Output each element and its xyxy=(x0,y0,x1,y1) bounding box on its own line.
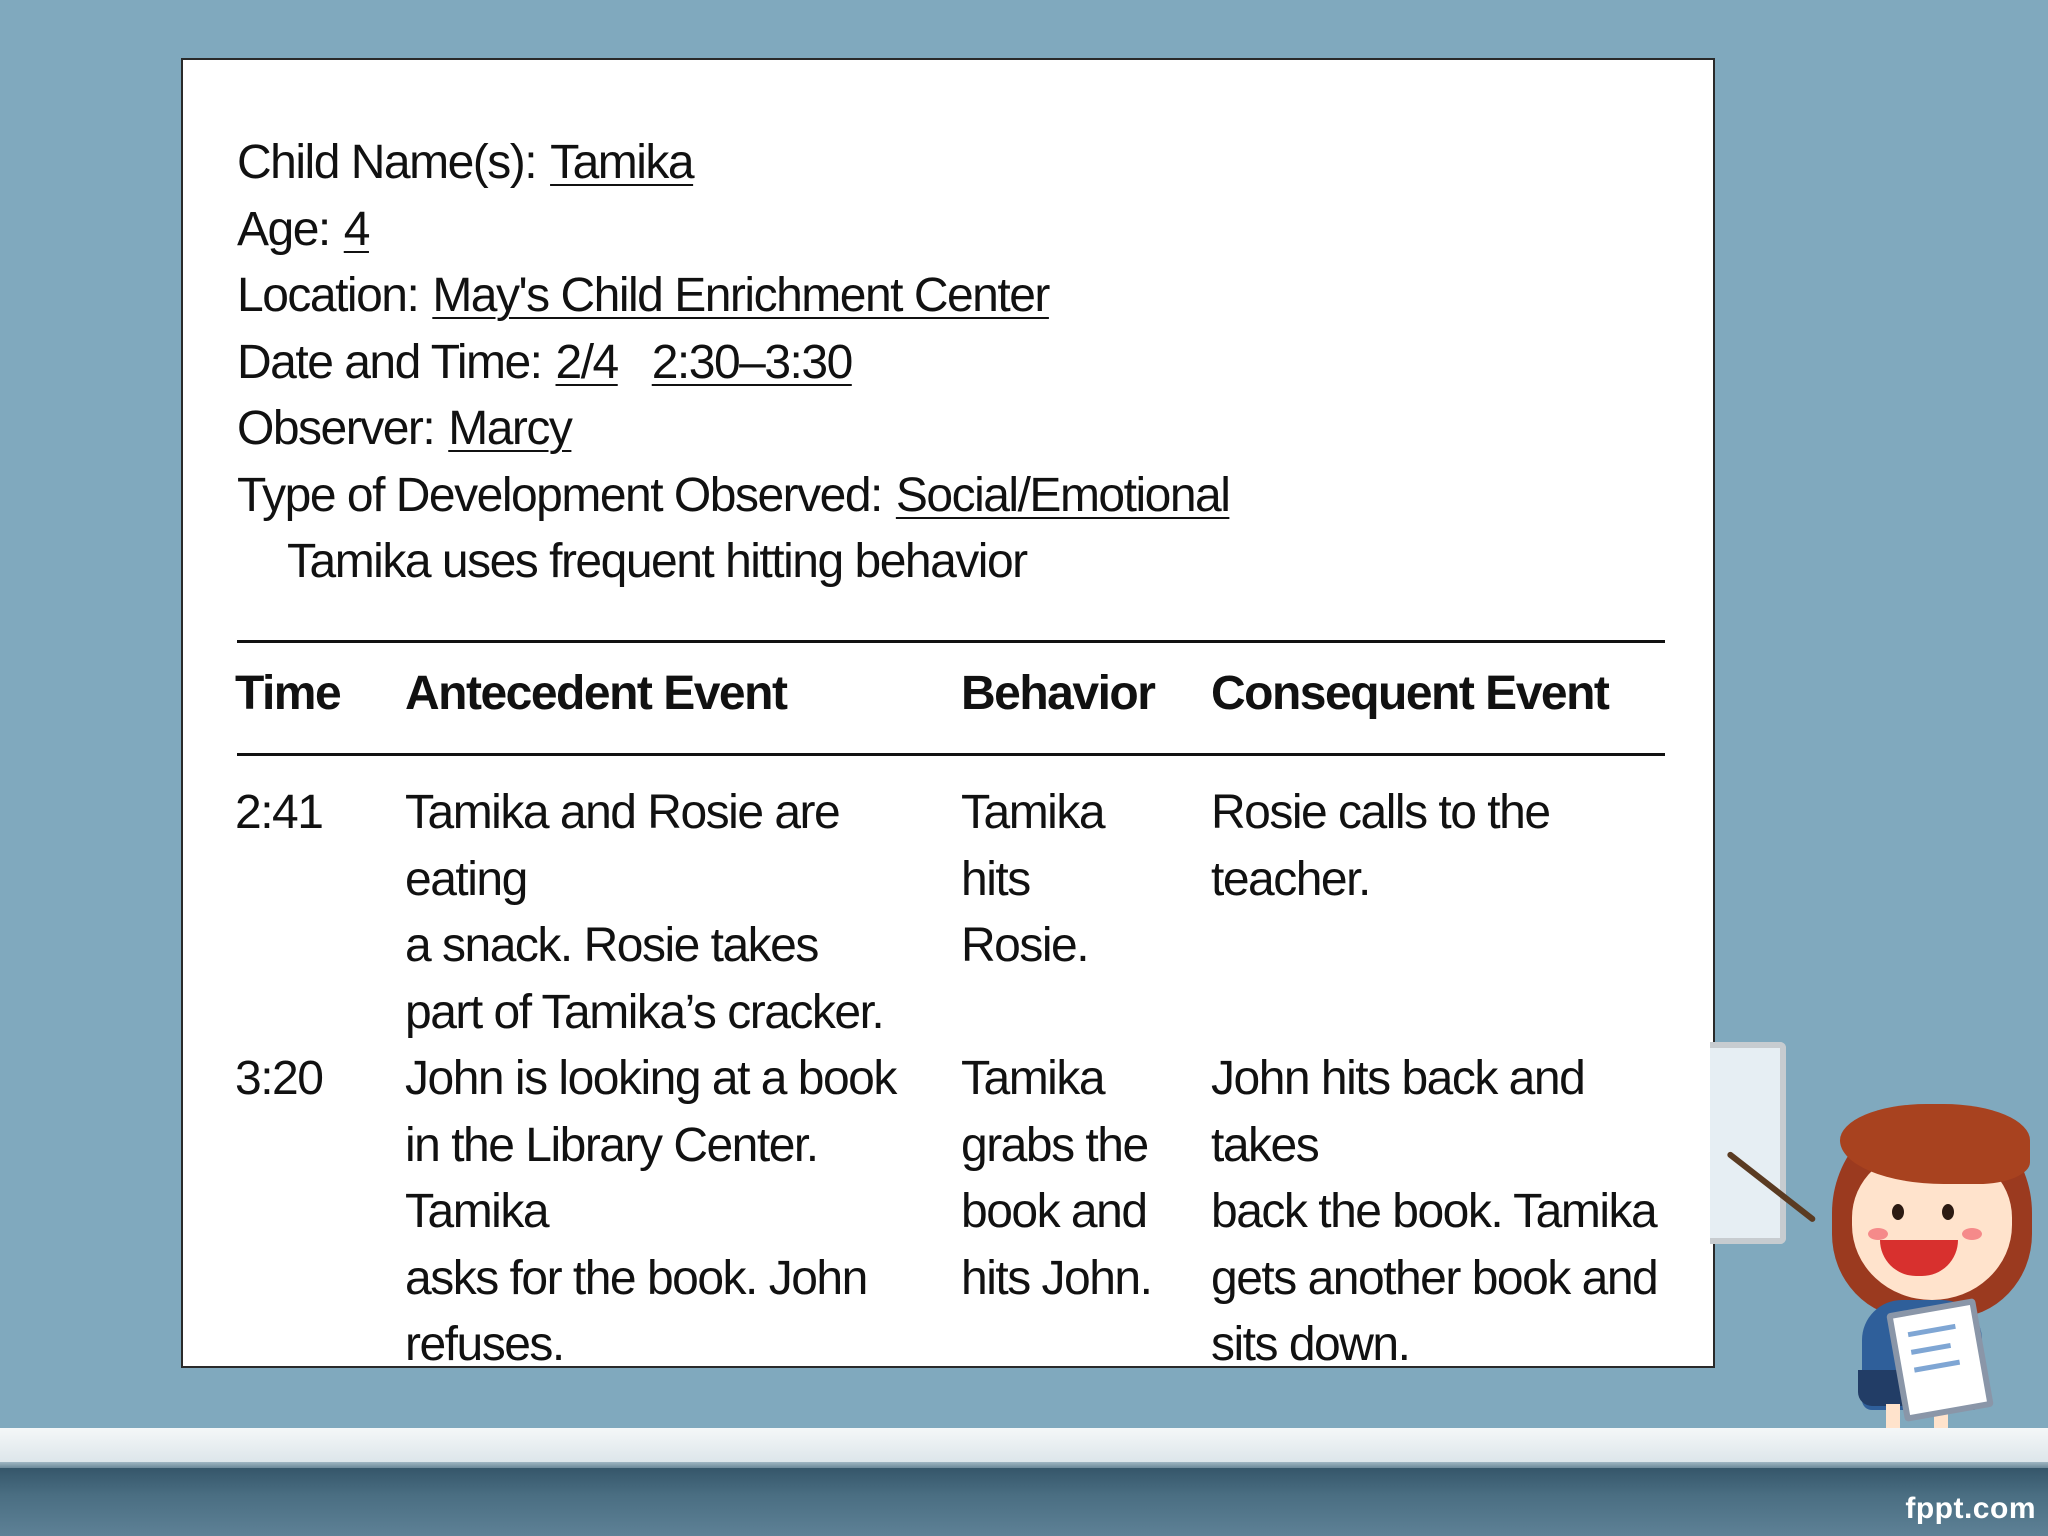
row1-consequent-line: Rosie calls to the teacher. xyxy=(1211,786,1550,906)
row2-behavior xyxy=(961,1046,1181,1312)
row2-behavior-line: Tamika xyxy=(961,1052,1105,1105)
row2-consequent xyxy=(1211,1046,1681,1379)
child-name-line xyxy=(237,130,1229,197)
column-header-behavior: Behavior xyxy=(961,667,1155,720)
row1-antecedent-line: Tamika and Rosie are eating xyxy=(405,786,840,906)
row2-antecedent-line: asks for the book. John xyxy=(405,1251,867,1305)
row2-behavior-line: grabs the xyxy=(961,1118,1148,1172)
row1-antecedent-line: a snack. Rosie takes xyxy=(405,919,818,972)
row1-time: 2:41 xyxy=(235,786,323,839)
row2-consequent-line: gets another book and xyxy=(1211,1251,1658,1305)
character-eye xyxy=(1942,1204,1954,1220)
character-cheek xyxy=(1868,1228,1888,1240)
row2-antecedent-line: John is looking at a book xyxy=(405,1052,896,1105)
development-type-line xyxy=(237,463,1229,530)
row2-consequent-line: John hits back and takes xyxy=(1211,1052,1585,1172)
clipboard-line xyxy=(1914,1360,1960,1373)
table-top-rule xyxy=(237,640,1665,643)
location-line xyxy=(237,263,1229,330)
row2-consequent-line: sits down. xyxy=(1211,1318,1410,1371)
column-header-consequent: Consequent Event xyxy=(1211,667,1609,720)
row1-antecedent-line: part of Tamika’s cracker. xyxy=(405,985,884,1039)
age-line xyxy=(237,197,1229,264)
date-value: 2/4 xyxy=(555,335,618,389)
whiteboard-illustration xyxy=(1710,1042,1786,1244)
location-label: Location: xyxy=(237,269,419,322)
observer-value: Marcy xyxy=(448,402,572,455)
time-range-value: 2:30–3:30 xyxy=(651,335,852,389)
date-time-line xyxy=(237,330,1229,397)
row1-behavior-line: Tamika hits xyxy=(961,786,1105,906)
observer-line xyxy=(237,396,1229,463)
development-type-value: Social/Emotional xyxy=(895,468,1230,522)
column-header-time: Time xyxy=(235,667,341,720)
observation-note: Tamika uses frequent hitting behavior xyxy=(287,535,1027,588)
character-cheek xyxy=(1962,1228,1982,1240)
record-header xyxy=(237,130,1229,596)
child-name-label: Child Name(s): xyxy=(237,136,537,189)
row2-consequent-line: back the book. Tamika xyxy=(1211,1185,1657,1238)
row1-behavior-line: Rosie. xyxy=(961,919,1089,972)
age-value: 4 xyxy=(343,202,369,256)
observer-label: Observer: xyxy=(237,402,435,455)
location-value: May's Child Enrichment Center xyxy=(432,269,1049,322)
row2-behavior-line: book and xyxy=(961,1185,1147,1238)
brand-watermark: fppt.com xyxy=(1905,1492,2036,1525)
row1-behavior xyxy=(961,780,1181,980)
observation-record xyxy=(181,58,1715,1371)
character-eye xyxy=(1892,1204,1904,1220)
row2-behavior-line: hits John. xyxy=(961,1251,1152,1305)
clipboard-line xyxy=(1908,1324,1956,1337)
child-name-value: Tamika xyxy=(550,136,694,189)
clipboard-illustration xyxy=(1886,1298,1994,1422)
table-header-rule xyxy=(237,753,1665,756)
row2-antecedent xyxy=(405,1046,925,1379)
date-time-label: Date and Time: xyxy=(237,335,542,389)
column-header-antecedent: Antecedent Event xyxy=(405,667,787,720)
row1-consequent xyxy=(1211,780,1681,913)
development-type-label: Type of Development Observed: xyxy=(237,468,882,522)
row2-time: 3:20 xyxy=(235,1052,323,1105)
row1-antecedent xyxy=(405,780,925,1046)
row2-antecedent-line: in the Library Center. Tamika xyxy=(405,1118,818,1238)
age-label: Age: xyxy=(237,202,330,256)
clipboard-line xyxy=(1911,1343,1951,1355)
footer-dark-band xyxy=(0,1468,2048,1536)
row2-antecedent-line: refuses. xyxy=(405,1318,564,1371)
